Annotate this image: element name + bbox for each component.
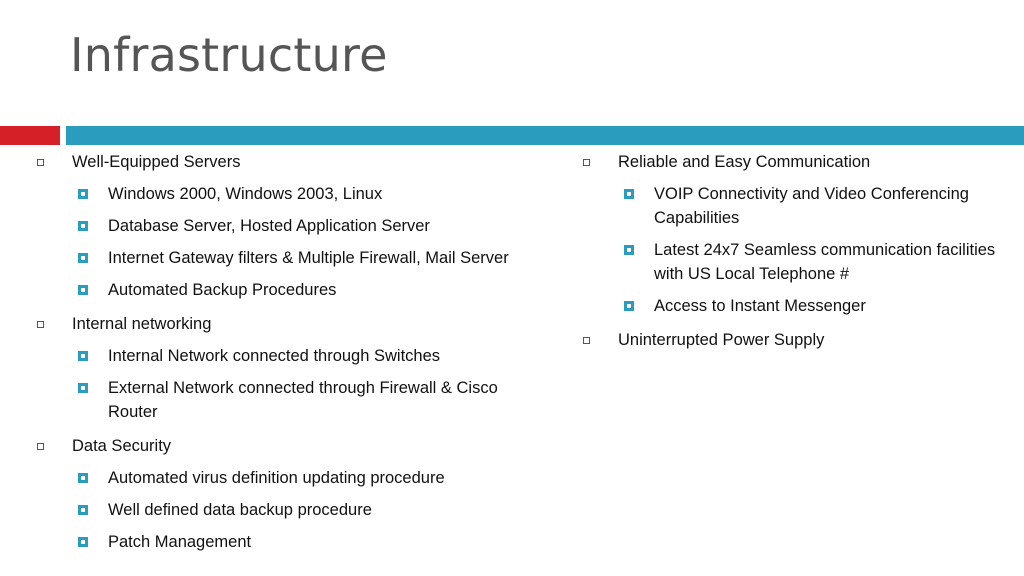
sub-bullet-text: Internal Network connected through Switches (108, 347, 441, 365)
sub-bullet-text: Well defined data backup procedure (108, 501, 372, 519)
sub-bullet-text: Patch Management (108, 533, 252, 551)
bullet-text: Uninterrupted Power Supply (618, 331, 825, 349)
bullet-text: Well-Equipped Servers (72, 153, 241, 171)
square-bullet-icon (37, 159, 44, 166)
sub-bullet-item (72, 498, 536, 522)
sub-bullet-list (72, 466, 536, 554)
sub-bullet-item (72, 182, 536, 206)
sub-bullet-text: Latest 24x7 Seamless communication facilities with US Local Telephone # (654, 241, 996, 283)
bullet-item (582, 150, 1007, 318)
square-bullet-icon (37, 321, 44, 328)
filled-square-bullet-icon (78, 285, 88, 295)
sub-bullet-text: Windows 2000, Windows 2003, Linux (108, 185, 383, 203)
filled-square-bullet-icon (78, 505, 88, 515)
sub-bullet-text: Internet Gateway filters & Multiple Firewall, Mail Server (108, 249, 509, 267)
sub-bullet-text: VOIP Connectivity and Video Conferencing Capabilities (654, 185, 969, 227)
accent-bar-red (0, 126, 60, 145)
sub-bullet-item (72, 214, 536, 238)
square-bullet-icon (37, 443, 44, 450)
filled-square-bullet-icon (78, 473, 88, 483)
sub-bullet-item (72, 466, 536, 490)
filled-square-bullet-icon (78, 383, 88, 393)
sub-bullet-text: Automated Backup Procedures (108, 281, 337, 299)
slide-title: Infrastructure (70, 28, 388, 82)
filled-square-bullet-icon (624, 301, 634, 311)
filled-square-bullet-icon (78, 189, 88, 199)
filled-square-bullet-icon (78, 537, 88, 547)
sub-bullet-item (72, 278, 536, 302)
sub-bullet-item (72, 530, 536, 554)
sub-bullet-item (618, 294, 1007, 318)
filled-square-bullet-icon (624, 245, 634, 255)
filled-square-bullet-icon (624, 189, 634, 199)
right-column (582, 150, 1007, 362)
filled-square-bullet-icon (78, 253, 88, 263)
bullet-item (36, 434, 536, 554)
sub-bullet-item (72, 246, 536, 270)
filled-square-bullet-icon (78, 221, 88, 231)
sub-bullet-item (618, 182, 1007, 230)
accent-bar-blue (66, 126, 1024, 145)
bullet-item (36, 150, 536, 302)
sub-bullet-text: Automated virus definition updating procedure (108, 469, 445, 487)
sub-bullet-item (618, 238, 1007, 286)
square-bullet-icon (583, 159, 590, 166)
sub-bullet-item (72, 376, 536, 424)
sub-bullet-list (72, 344, 536, 424)
sub-bullet-item (72, 344, 536, 368)
sub-bullet-text: Access to Instant Messenger (654, 297, 866, 315)
square-bullet-icon (583, 337, 590, 344)
bullet-item (36, 312, 536, 424)
left-column (36, 150, 536, 564)
filled-square-bullet-icon (78, 351, 88, 361)
sub-bullet-list (618, 182, 1007, 318)
sub-bullet-text: External Network connected through Firewall & Cisco Router (108, 379, 498, 421)
bullet-text: Reliable and Easy Communication (618, 153, 871, 171)
sub-bullet-list (72, 182, 536, 302)
sub-bullet-text: Database Server, Hosted Application Server (108, 217, 430, 235)
bullet-text: Data Security (72, 437, 172, 455)
bullet-item (582, 328, 1007, 352)
bullet-text: Internal networking (72, 315, 212, 333)
